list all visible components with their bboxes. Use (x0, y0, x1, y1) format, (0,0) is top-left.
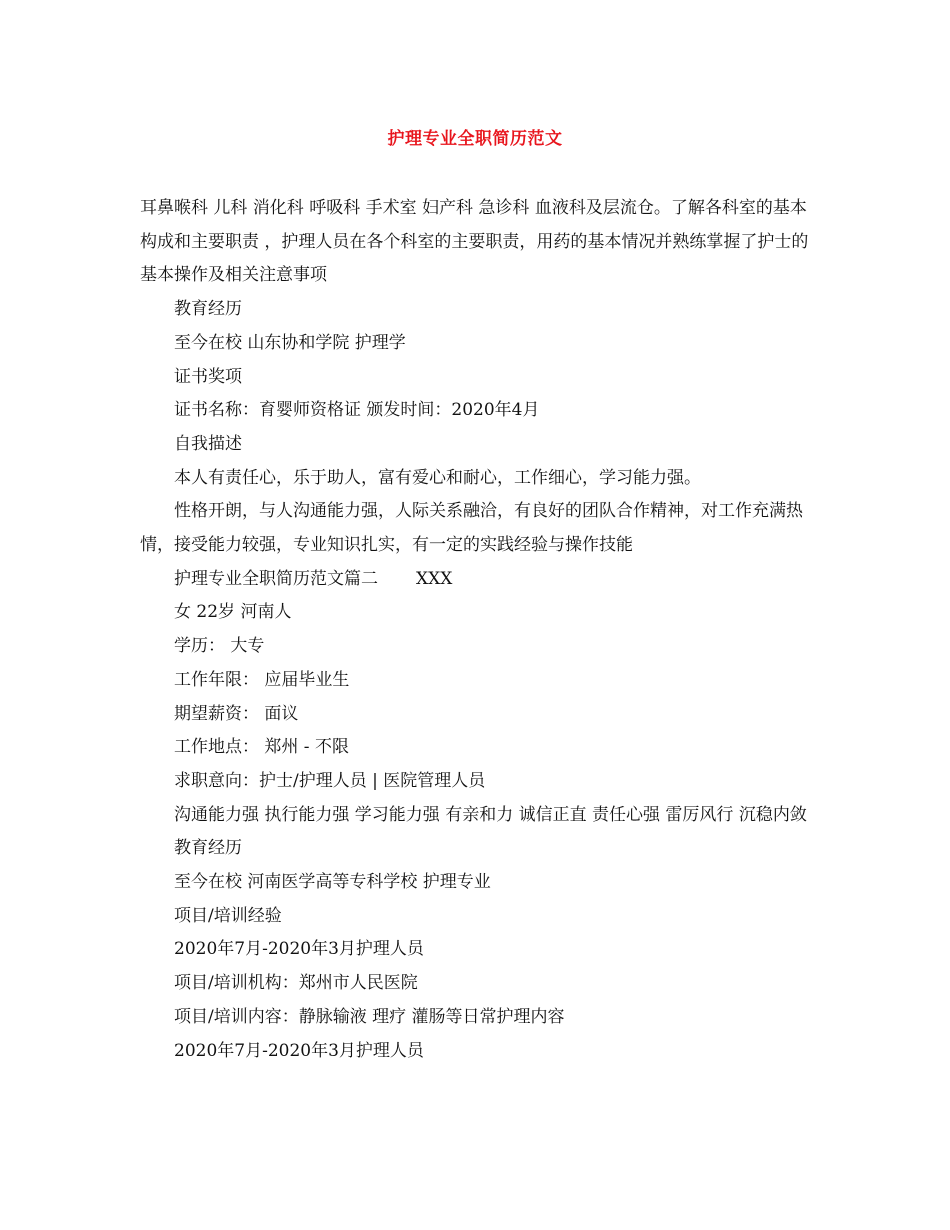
paragraph (140, 900, 815, 934)
paragraph-text: 至今在校 河南医学高等专科学校 护理专业 (174, 872, 491, 893)
paragraph-text: 女 22岁 河南人 (174, 602, 292, 623)
paragraph-text: 至今在校 山东协和学院 护理学 (174, 332, 406, 353)
paragraph (140, 563, 815, 597)
paragraph (140, 731, 815, 765)
paragraph-text: 期望薪资： 面议 (174, 703, 299, 724)
paragraph-text: 本人有责任心，乐于助人，富有爱心和耐心，工作细心，学习能力强。 (174, 467, 701, 488)
paragraph-text: 护理专业全职简历范文篇二 (174, 568, 378, 589)
paragraph (140, 967, 815, 1001)
paragraph (140, 933, 815, 967)
paragraph (140, 765, 815, 799)
paragraph (140, 832, 815, 866)
paragraph (140, 698, 815, 732)
paragraph (140, 1001, 815, 1035)
paragraph (140, 1035, 815, 1069)
paragraph-text: 项目/培训机构：郑州市人民医院 (174, 973, 418, 994)
paragraph-text: 证书名称：育婴师资格证 颁发时间：2020年4月 (174, 400, 540, 421)
paragraph-text: 教育经历 (174, 299, 242, 320)
paragraph (140, 596, 815, 630)
paragraph-text: 耳鼻喉科 儿科 消化科 呼吸科 手术室 妇产科 急诊科 血液科及层流仓。了解各科室的基本构成和主要职责 ，护理人员在各个科室的主要职责，用药的基本情况并熟练掌握了护士的基本操作及相关注意事项 (140, 198, 809, 286)
document-title: 护理专业全职简历范文 (387, 129, 563, 149)
document-body (140, 192, 815, 1068)
paragraph-text: 教育经历 (174, 838, 242, 859)
paragraph-suffix: XXX (416, 568, 453, 589)
paragraph-text: 项目/培训内容：静脉输液 理疗 灌肠等日常护理内容 (174, 1006, 565, 1027)
paragraph (140, 192, 815, 293)
paragraph (140, 630, 815, 664)
paragraph-text: 沟通能力强 执行能力强 学习能力强 有亲和力 诚信正直 责任心强 雷厉风行 沉稳内敛 (174, 804, 807, 825)
paragraph (140, 327, 815, 361)
paragraph-text: 证书奖项 (174, 366, 242, 387)
paragraph-text: 工作地点： 郑州 - 不限 (174, 737, 349, 758)
paragraph-text: 项目/培训经验 (174, 905, 282, 926)
paragraph-text: 自我描述 (174, 433, 242, 454)
paragraph (140, 866, 815, 900)
paragraph-text: 2020年7月-2020年3月护理人员 (174, 1040, 424, 1061)
paragraph (140, 462, 815, 496)
paragraph (140, 495, 815, 562)
paragraph-text: 2020年7月-2020年3月护理人员 (174, 939, 424, 960)
paragraph (140, 664, 815, 698)
paragraph (140, 293, 815, 327)
paragraph-text: 工作年限： 应届毕业生 (174, 669, 350, 690)
paragraph-text: 求职意向：护士/护理人员 | 医院管理人员 (174, 770, 486, 791)
paragraph (140, 394, 815, 428)
paragraph (140, 428, 815, 462)
paragraph (140, 361, 815, 395)
paragraph-text: 学历： 大专 (174, 636, 265, 657)
paragraph (140, 799, 815, 833)
paragraph-text: 性格开朗，与人沟通能力强，人际关系融洽，有良好的团队合作精神，对工作充满热情，接受能力较强，专业知识扎实，有一定的实践经验与操作技能 (140, 501, 803, 556)
